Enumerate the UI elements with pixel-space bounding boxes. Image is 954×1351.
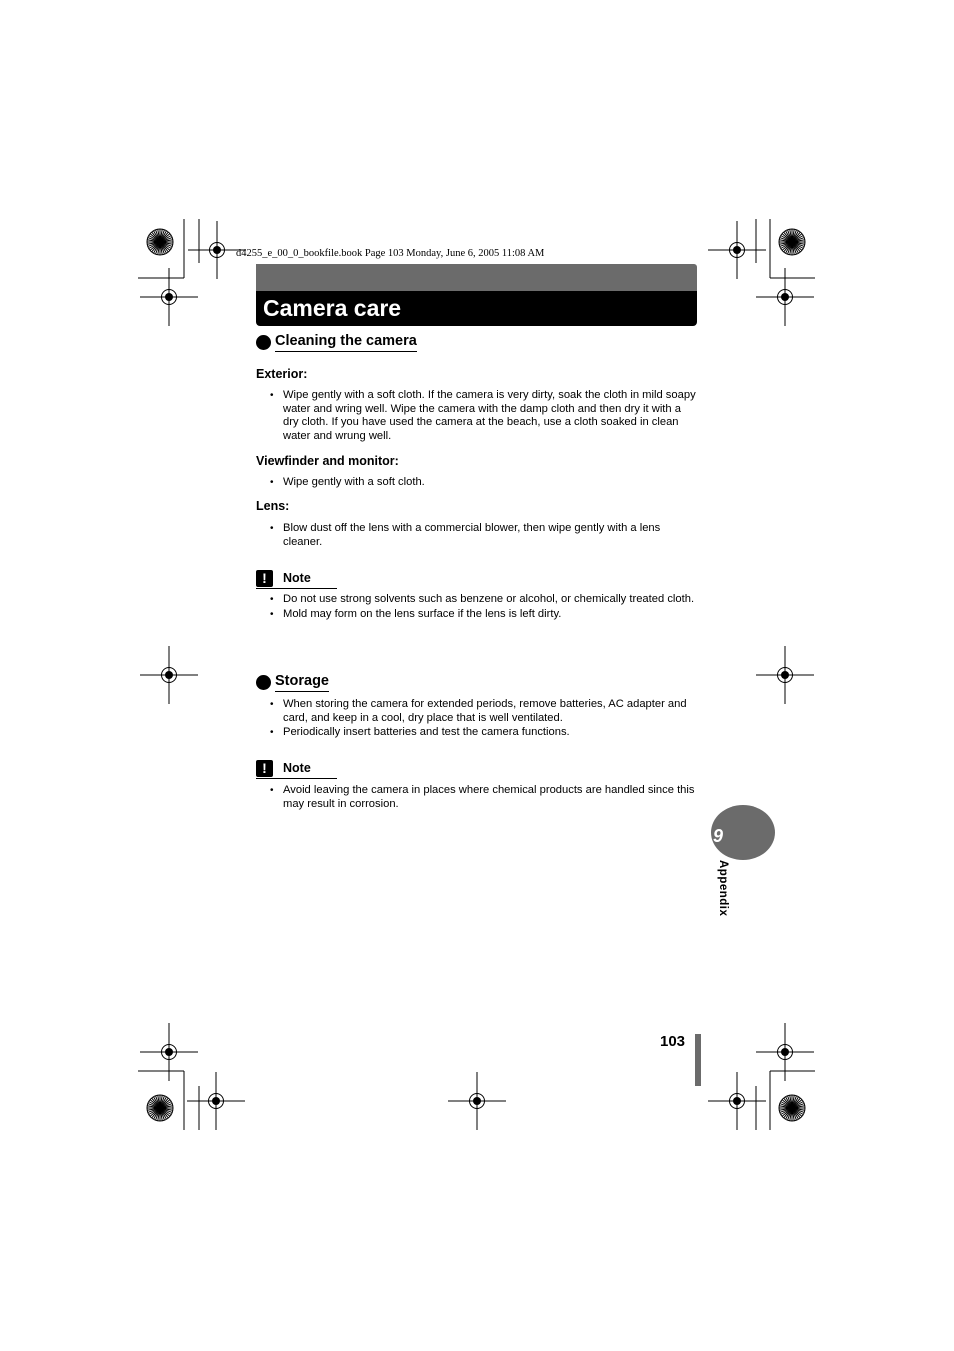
page-title: Camera care bbox=[263, 295, 402, 321]
subheading-exterior: Exterior: bbox=[256, 367, 308, 381]
subheading-viewfinder: Viewfinder and monitor: bbox=[256, 454, 399, 468]
exclamation-icon: ! bbox=[256, 760, 273, 777]
section-heading-label: Storage bbox=[275, 673, 329, 692]
subheading-lens: Lens: bbox=[256, 499, 290, 513]
list-item: • Wipe gently with a soft cloth. bbox=[270, 476, 698, 490]
section-heading-cleaning bbox=[256, 331, 417, 353]
list-item: • Avoid leaving the camera in places where chemical products are handled since this may result in corrosion. bbox=[270, 784, 698, 811]
list-item: • Wipe gently with a soft cloth. If the camera is very dirty, soak the cloth in mild soapy water and wring well. Wipe the camera with the damp cloth and then dry it with a dry cloth. If you have used the camera at the beach, use a cloth soaked in clean water and wrung well. bbox=[270, 389, 698, 444]
page-number: 103 bbox=[660, 1033, 686, 1050]
list-item: • Mold may form on the lens surface if the lens is left dirty. bbox=[270, 608, 698, 622]
note-list bbox=[270, 784, 698, 812]
list-item: • Do not use strong solvents such as benzene or alcohol, or chemically treated cloth. bbox=[270, 593, 698, 607]
file-header: d4255_e_00_0_bookfile.book Page 103 Monday, June 6, 2005 11:08 AM bbox=[236, 248, 545, 259]
viewfinder-list bbox=[270, 476, 698, 491]
lens-list bbox=[270, 522, 698, 550]
bullet-dot-icon bbox=[256, 675, 271, 690]
list-item: • Periodically insert batteries and test the camera functions. bbox=[270, 726, 698, 740]
chapter-number: 9 bbox=[713, 826, 724, 846]
list-item: • When storing the camera for extended periods, remove batteries, AC adapter and card, and keep in a cool, dry place that is well ventilated. bbox=[270, 698, 698, 725]
section-heading-storage bbox=[256, 671, 329, 693]
list-item: • Blow dust off the lens with a commercial blower, then wipe gently with a lens cleaner. bbox=[270, 522, 698, 549]
note-label: Note bbox=[283, 571, 311, 585]
note-list bbox=[270, 593, 698, 622]
note-heading bbox=[256, 568, 337, 589]
note-heading bbox=[256, 758, 337, 779]
note-label: Note bbox=[283, 761, 311, 775]
section-heading-label: Cleaning the camera bbox=[275, 333, 417, 352]
exclamation-icon: ! bbox=[256, 570, 273, 587]
title-band-top bbox=[256, 264, 697, 291]
page-number-bar bbox=[695, 1034, 701, 1086]
storage-list bbox=[270, 698, 698, 741]
bullet-dot-icon bbox=[256, 335, 271, 350]
chapter-label: Appendix bbox=[717, 860, 729, 917]
exterior-list bbox=[270, 389, 698, 445]
